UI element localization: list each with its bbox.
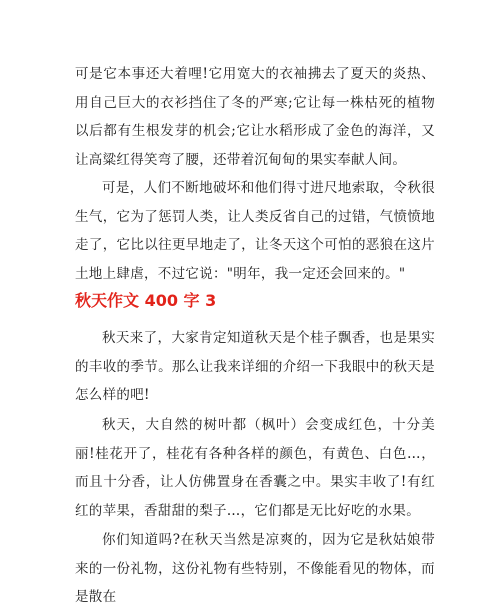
paragraph-3: 秋天来了，大家肯定知道秋天是个桂子飘香，也是果实的丰收的季节。那么让我来详细的介绍一下我眼中的秋天是怎么样的吧! <box>75 330 435 403</box>
section-heading: 秋天作文 400 字 3 <box>75 291 217 310</box>
paragraph-2: 可是，人们不断地破坏和他们得寸进尺地索取，令秋很生气，它为了惩罚人类，让人类反省自己的过错，气愤愤地走了，它比以往更早地走了，让冬天这个可怕的恶狼在这片土地上肆虐，不过它说："明年，我一定还会回来的。" <box>75 180 435 282</box>
paragraph-5: 你们知道吗?在秋天当然是凉爽的，因为它是秋姑娘带来的一份礼物，这份礼物有些特别，不像能看见的物体，而是散在 <box>75 532 435 605</box>
paragraph-1: 可是它本事还大着哩!它用宽大的衣袖拂去了夏天的炎热、用自己巨大的衣衫挡住了冬的严寒;它让每一株枯死的植物以后都有生根发芽的机会;它让水稻形成了金色的海洋，又让高粱红得笑弯了腰，还带着沉甸甸的果实奉献人间。 <box>75 66 435 168</box>
paragraph-4: 秋天，大自然的树叶都（枫叶）会变成红色，十分美丽!桂花开了，桂花有各种各样的颜色，有黄色、白色…，而且十分香，让人仿佛置身在香囊之中。果实丰收了!有红红的苹果，香甜甜的梨子…，它们都是无比好吃的水果。 <box>75 417 435 519</box>
